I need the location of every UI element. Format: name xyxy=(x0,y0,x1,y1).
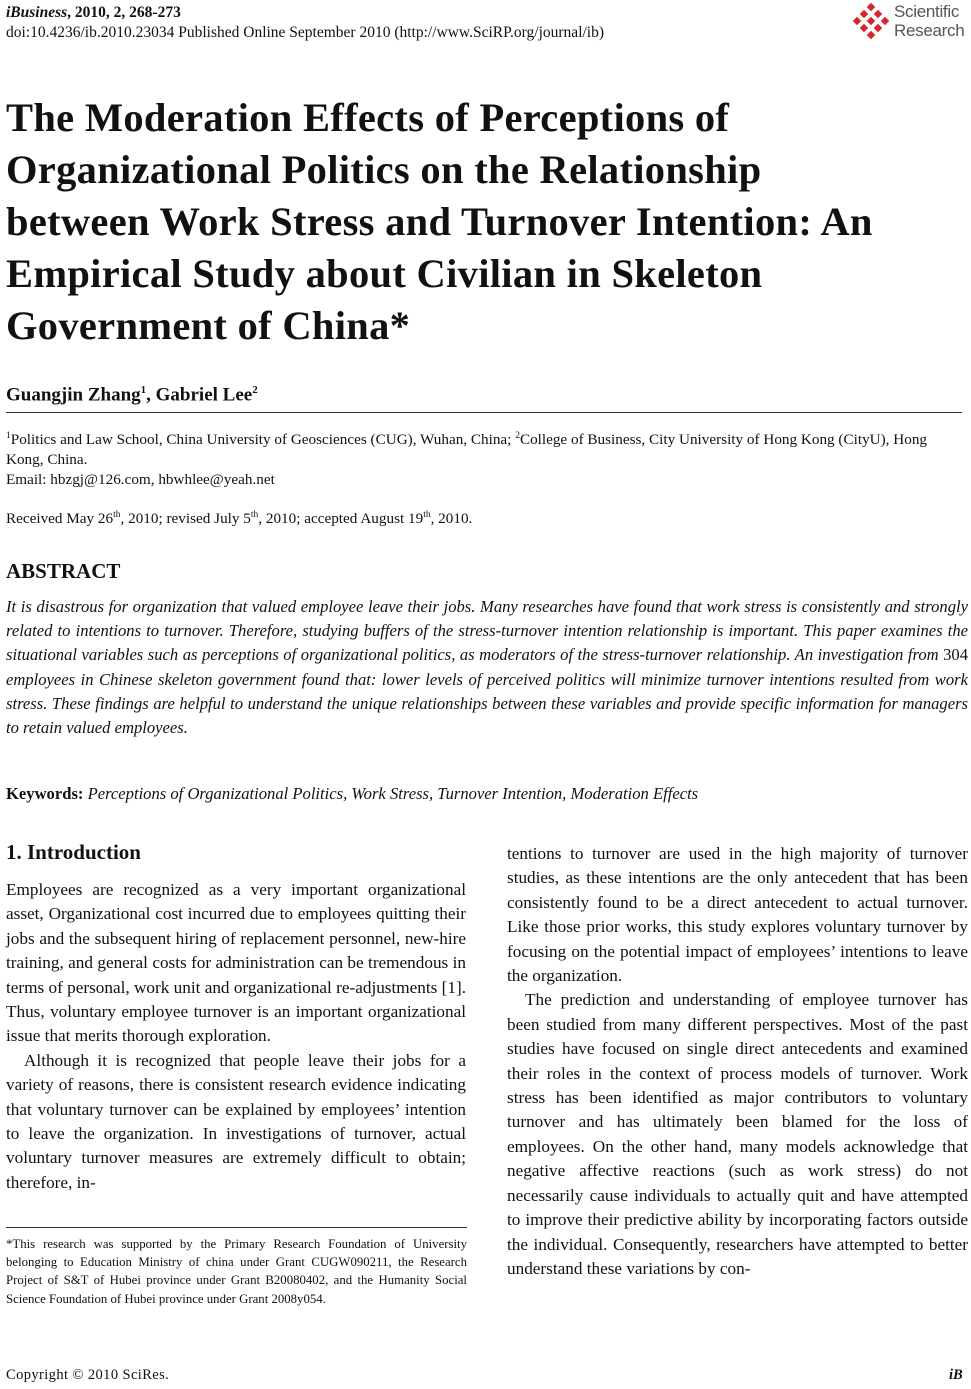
abstract-sample-size: 304 xyxy=(943,645,968,665)
body-paragraph: Employees are recognized as a very important organizational asset, Organizational cost incurred due to employees quitting their jobs and the subsequent hiring of replacement personnel, new-hire training, and general costs for administration can be tremendous in terms of personal, work unit and organizational re-adjustments [1]. Thus, voluntary employee turnover is an important organizational issue that merits thorough exploration. xyxy=(6,880,466,1046)
keywords-list: Perceptions of Organizational Politics, Work Stress, Turnover Intention, Moderation Effects xyxy=(87,784,699,803)
paper-title xyxy=(6,92,966,352)
abstract-heading: ABSTRACT xyxy=(6,559,121,583)
author-name: Guangjin Zhang xyxy=(6,384,141,406)
footnote-divider xyxy=(6,1227,467,1228)
title-line: The Moderation Effects of Perceptions of xyxy=(6,95,730,140)
title-line: between Work Stress and Turnover Intention: An xyxy=(6,199,873,244)
header-divider xyxy=(6,412,962,413)
copyright-notice: Copyright © 2010 SciRes. xyxy=(6,1367,170,1383)
title-line: Empirical Study about Civilian in Skeleton xyxy=(6,251,763,296)
abstract-body: It is disastrous for organization that valued employee leave their jobs. Many researches have found that work stress is consistently and strongly related to intentions to turnover. Therefore, studying buffers of the stress-turnover intention relationship is important. This paper examines the situational variables such as perceptions of organizational politics, as moderators of the stress-turnover relationship. An investigation from 304 employees in Chinese skeleton government found that: lower levels of perceived politics will minimize turnover intentions resulted from work stress. These findings are helpful to understand the unique relationships between these variables and provide specific information for managers to retain valued employees. xyxy=(6,597,968,738)
title-line: Government of China* xyxy=(6,303,411,348)
funding-footnote: *This research was supported by the Primary Research Foundation of University belonging to Education Ministry of china under Grant CUGW090211, the Research Project of S&T of Hubei province under Grant B20080402, and the Humanity Social Science Foundation of Hubei province under Grant 2008y054. xyxy=(6,1237,467,1306)
keywords-label: Keywords xyxy=(6,784,78,803)
body-paragraph: tentions to turnover are used in the high majority of turnover studies, as these intentions are the only antecedent that has been consistently found to be a direct antecedent to actual turnover. Like those prior works, this study explores voluntary turnover by focusing on the potential impact of employees’ intentions to leave the organization. xyxy=(507,844,968,986)
citation-numbers: , 2010, 2, 268-273 xyxy=(67,4,181,21)
journal-citation xyxy=(6,4,181,22)
section-heading: 1. Introduction xyxy=(6,840,141,864)
affiliations xyxy=(6,426,962,490)
publisher-logo xyxy=(852,3,970,43)
author-affil-marker: 1 xyxy=(140,384,147,396)
journal-abbreviation: iB xyxy=(949,1367,963,1383)
logo-word-scientific: Scientific xyxy=(894,2,960,21)
right-column xyxy=(507,842,968,1281)
doi-line: doi:10.4236/ib.2010.23034 Published Online September 2010 (http://www.SciRP.org/journal/ib) xyxy=(6,24,605,41)
affiliation-text: $^1$Politics and Law School, China University of Geosciences (CUG), Wuhan, China; $^2$College of Business, City University of Hong Kong (CityU), Hong Kong, China. xyxy=(6,431,928,469)
journal-name: iBusiness xyxy=(6,4,68,21)
body-paragraph: The prediction and understanding of employee turnover has been studied from many different perspectives. Most of the past studies have focused on single direct antecedents and examined their roles in the context of process models of turnover. Work stress has been identified as major contributors to voluntary turnover and has ultimately been blamed for the loss of employees. On the other hand, many models acknowledge that negative affective reactions (such as work stress) do not necessarily cause individuals to actually quit and have attempted to improve their predictive ability by incorporating factors outside the individual. Consequently, researchers have attempted to better understand these variations by con- xyxy=(507,990,968,1278)
author-name: Gabriel Lee xyxy=(155,384,253,406)
logo-word-research: Research xyxy=(894,21,965,40)
title-line: Organizational Politics on the Relationship xyxy=(6,147,762,192)
author-affil-marker: 2 xyxy=(252,384,258,396)
left-column xyxy=(6,878,466,1195)
scientific-research-logo-icon xyxy=(852,3,890,41)
keywords-line: Keywords: Perceptions of Organizational Politics, Work Stress, Turnover Intention, Moderation Effects xyxy=(6,784,699,803)
email-line: Email: hbzgj@126.com, hbwhlee@yeah.net xyxy=(6,471,275,489)
body-paragraph: Although it is recognized that people leave their jobs for a variety of reasons, there is consistent research evidence indicating that voluntary turnover can be explained by employees’ intention to leave the organization. In investigations of turnover, actual voluntary turnover measures are extremely difficult to obtain; therefore, in- xyxy=(6,1050,466,1192)
author-list xyxy=(6,384,258,406)
author-separator: , xyxy=(146,384,156,406)
received-dates: Received May 26th, 2010; revised July 5th, 2010; accepted August 19th, 2010. xyxy=(6,510,473,528)
